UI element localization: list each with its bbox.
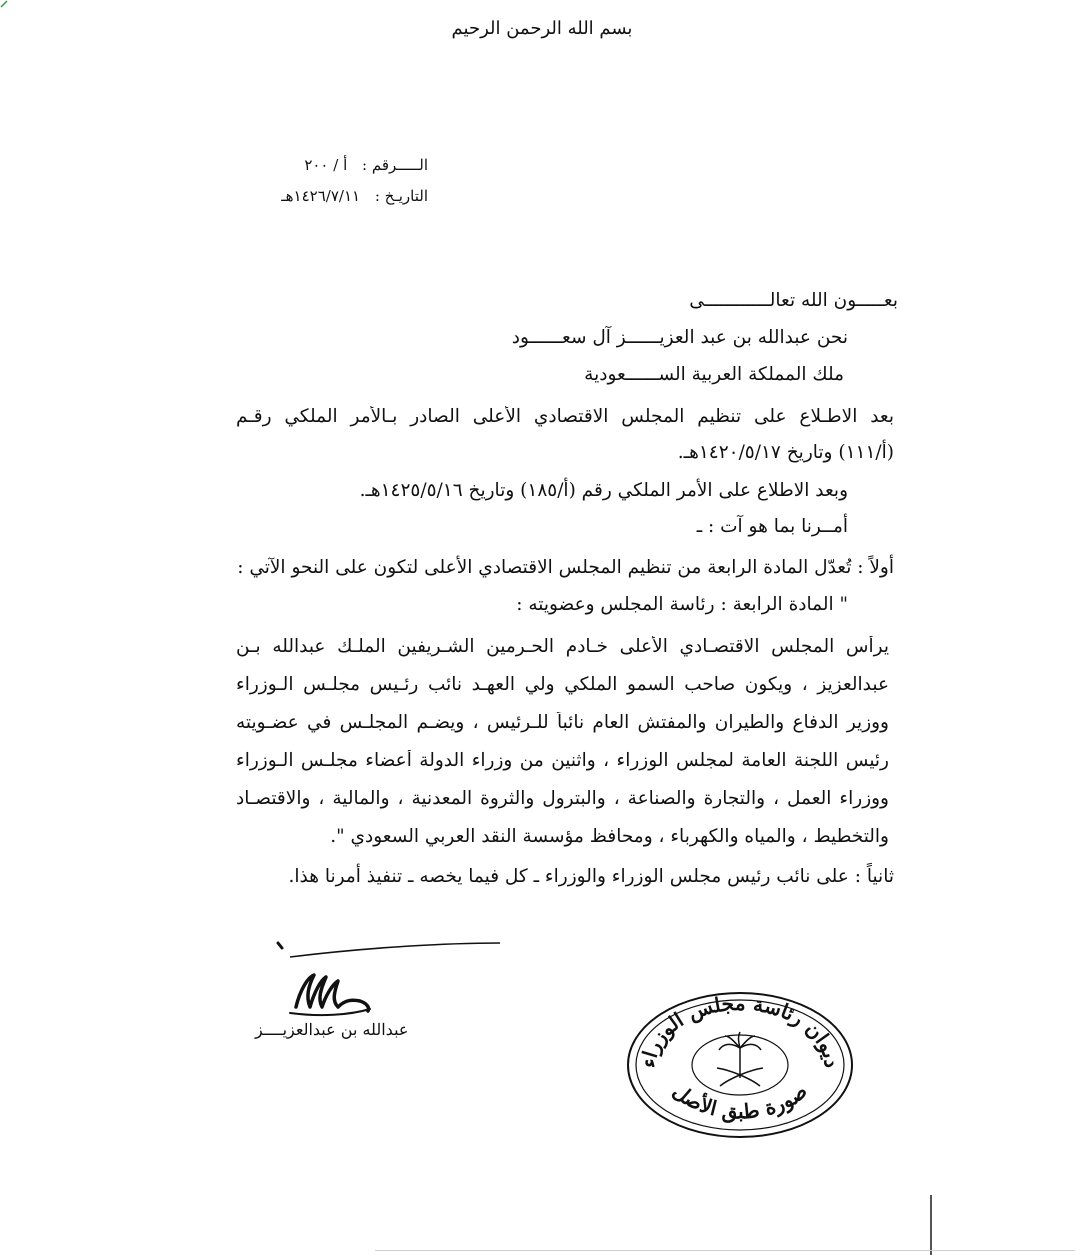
article-text-line-2: عبدالعزيز ، ويكون صاحب السمو الملكي ولي العهـد نائب رئـيس مجلـس الـوزراء (236, 674, 889, 695)
basmala-heading: بسم الله الرحمن الرحيم (451, 18, 633, 39)
opening-invocation: بعـــــون الله تعالــــــــــــى (689, 290, 898, 311)
reference-date (281, 187, 428, 205)
ordered-line: أمــرنا بما هو آت : ـ (696, 516, 848, 537)
article-title: " المادة الرابعة : رئاسة المجلس وعضويته : (516, 594, 848, 615)
article-text-line-5: ووزراء العمل ، والتجارة والصناعة ، والبترول والثروة المعدنية ، والمالية ، والاقتصـاد (236, 788, 889, 809)
article-text-line-4: رئيس اللجنة العامة لمجلس الوزراء ، واثنين من وزراء الدولة أعضاء مجلـس الـوزراء (236, 750, 889, 771)
king-title-line: ملك المملكة العربية الســــــعودية (584, 364, 844, 385)
palm-and-swords-emblem-icon (717, 1032, 763, 1086)
reference-date-label: التاريـخ : (374, 187, 428, 205)
preamble-line-1: بعد الاطـلاع على تنظيم المجلس الاقتصادي الأعلى الصادر بـالأمر الملكي رقـم (236, 406, 894, 427)
reference-date-value: ١٤٢٦/٧/١١هـ (281, 187, 361, 205)
seal-bottom-text: صورة طبق الأصل (668, 1078, 812, 1124)
signer-name: عبدالله بن عبدالعزيــــز (255, 1020, 409, 1039)
article-text-line-6: والتخطيط ، والمياه والكهرباء ، ومحافظ مؤسسة النقد العربي السعودي ". (330, 826, 889, 847)
preamble-line-3: وبعد الاطلاع على الأمر الملكي رقم (أ/١٨٥) وتاريخ ١٤٢٥/٥/١٦هـ. (359, 480, 848, 501)
reference-number-value: أ / ٢٠٠ (304, 156, 348, 174)
article-text-line-1: يرأس المجلس الاقتصـادي الأعلى خـادم الحـرمين الشـريفين الملـك عبدالله بـن (236, 636, 889, 657)
corner-check-mark-icon (0, 0, 14, 8)
reference-number (304, 156, 428, 174)
official-seal (625, 990, 855, 1140)
king-name-line: نحن عبدالله بن عبد العزيــــــز آل سعــــــود (511, 327, 848, 348)
reference-number-label: الـــــرقم : (362, 156, 428, 174)
seal-top-text: ديوان رئاسة مجلس الوزراء (635, 990, 845, 1069)
preamble-line-2: (أ/١١١) وتاريخ ١٤٢٠/٥/١٧هـ. (677, 442, 894, 463)
clause-second: ثانياً : على نائب رئيس مجلس الوزراء والوزراء ـ كل فيما يخصه ـ تنفيذ أمرنا هذا. (288, 866, 894, 887)
article-text-line-3: ووزير الدفاع والطيران والمفتش العام نائباً للـرئيس ، ويضـم المجلـس في عضـويته (236, 712, 889, 733)
clause-first: أولاً : تُعدّل المادة الرابعة من تنظيم المجلس الاقتصادي الأعلى لتكون على النحو الآتي : (237, 557, 894, 578)
scan-edge-mark (930, 1195, 932, 1255)
scan-bottom-edge (375, 1250, 1075, 1251)
